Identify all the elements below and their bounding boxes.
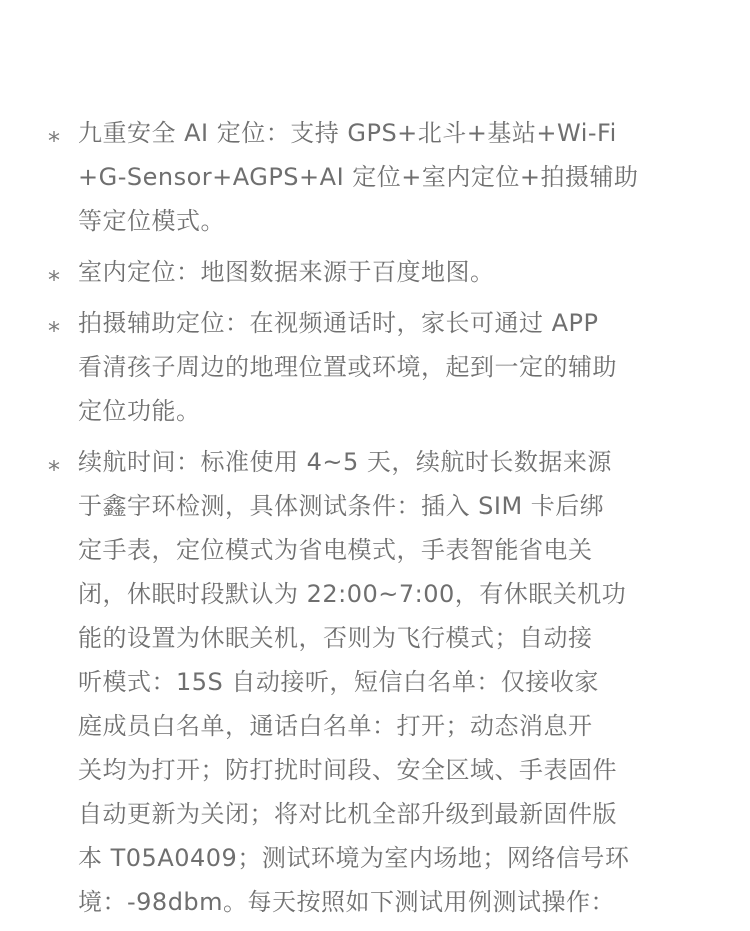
footnote-list	[0, 111, 750, 931]
asterisk-bullet: *	[48, 317, 60, 345]
asterisk-bullet: *	[48, 456, 60, 484]
footnote-text: 续航时间：标准使用 4~5 天，续航时长数据来源 于鑫宇环检测，具体测试条件：插入 SIM 卡后绑 定手表，定位模式为省电模式，手表智能省电关 闭，休眠时段默认为 22:00~7:00，有休眠关机功 能的设置为休眠关机，否则为飞行模式；自动接 听模式：15S 自动接听，短信白名单：仅接收家 庭成员白名单，通话白名单：打开；动态消息开 关均为打开；防打扰时间段、安全区域、手表固件 自动更新为关闭；将对比机全部升级到最新固件版 本 T05A0409；测试环境为室内场地；网络信号环 境：-98dbm。每天按照如下测试用例测试操作：	[78, 448, 630, 916]
footnote-text: 室内定位：地图数据来源于百度地图。	[78, 258, 495, 286]
asterisk-bullet: *	[48, 127, 60, 155]
asterisk-bullet: *	[48, 266, 60, 294]
footnote-item-battery-life	[0, 440, 750, 924]
footnote-text: 九重安全 AI 定位：支持 GPS+北斗+基站+Wi-Fi +G-Sensor+AGPS+AI 定位+室内定位+拍摄辅助 等定位模式。	[78, 119, 639, 235]
footnote-item-ai-positioning	[0, 111, 750, 243]
footnote-item-camera-assisted-positioning	[0, 301, 750, 433]
footnote-item-indoor-positioning	[0, 250, 750, 294]
footnote-text: 拍摄辅助定位：在视频通话时，家长可通过 APP 看清孩子周边的地理位置或环境，起到一定的辅助 定位功能。	[78, 309, 617, 425]
